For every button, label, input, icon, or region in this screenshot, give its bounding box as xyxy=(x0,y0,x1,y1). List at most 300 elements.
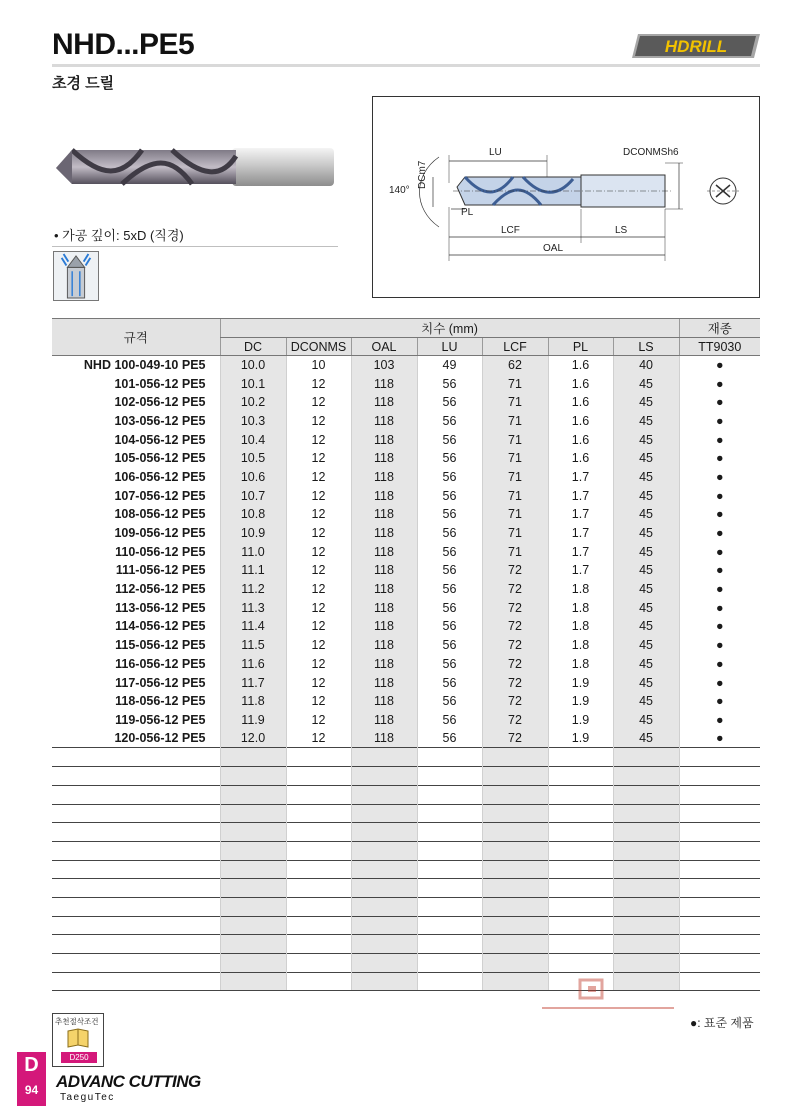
blank-row xyxy=(52,841,760,860)
empty-cell xyxy=(548,897,613,916)
cell-pl: 1.8 xyxy=(548,617,613,636)
cell-ls: 45 xyxy=(613,524,679,543)
empty-cell xyxy=(286,897,351,916)
cell-lcf: 71 xyxy=(482,412,548,431)
label-dconms: DCONMSh6 xyxy=(623,147,679,158)
cell-lu: 56 xyxy=(417,505,482,524)
table-row xyxy=(52,692,760,711)
empty-cell xyxy=(548,767,613,786)
cell-lcf: 71 xyxy=(482,524,548,543)
empty-cell xyxy=(613,804,679,823)
empty-cell xyxy=(220,860,286,879)
empty-cell xyxy=(220,916,286,935)
cell-dconms: 12 xyxy=(286,374,351,393)
cell-lu: 56 xyxy=(417,580,482,599)
cell-dconms: 12 xyxy=(286,692,351,711)
spec-code: 119-056-12 PE5 xyxy=(115,712,206,727)
empty-cell xyxy=(351,916,417,935)
label-dc: DCm7 xyxy=(417,160,428,189)
cell-lu: 56 xyxy=(417,636,482,655)
cell-pl: 1.9 xyxy=(548,711,613,730)
empty-cell xyxy=(52,823,220,842)
cell-lu: 56 xyxy=(417,729,482,748)
cell-grade: ● xyxy=(679,692,760,711)
cell-oal: 118 xyxy=(351,692,417,711)
cell-oal: 118 xyxy=(351,636,417,655)
cell-lu: 56 xyxy=(417,711,482,730)
watermark-seal xyxy=(538,978,678,1018)
cell-pl: 1.8 xyxy=(548,580,613,599)
cell-lu: 56 xyxy=(417,374,482,393)
cell-dc: 10.5 xyxy=(220,449,286,468)
table-row xyxy=(52,617,760,636)
blank-row xyxy=(52,804,760,823)
spec-code: 106-056-12 PE5 xyxy=(114,469,206,484)
page-subtitle: 초경 드릴 xyxy=(52,75,115,92)
cell-grade: ● xyxy=(679,524,760,543)
empty-cell xyxy=(679,748,760,767)
advance-cutting-logo: ADVANC CUTTING xyxy=(56,1072,201,1091)
empty-cell xyxy=(52,785,220,804)
cell-ls: 45 xyxy=(613,729,679,748)
cell-pl: 1.6 xyxy=(548,412,613,431)
empty-cell xyxy=(548,804,613,823)
table-row xyxy=(52,430,760,449)
cell-dconms: 12 xyxy=(286,542,351,561)
blank-row xyxy=(52,879,760,898)
spec-code: 110-056-12 PE5 xyxy=(115,544,206,559)
empty-cell xyxy=(351,935,417,954)
cell-dconms: 12 xyxy=(286,393,351,412)
empty-cell xyxy=(417,897,482,916)
blank-row xyxy=(52,954,760,973)
empty-cell xyxy=(417,823,482,842)
empty-cell xyxy=(220,972,286,991)
empty-cell xyxy=(482,935,548,954)
empty-cell xyxy=(417,785,482,804)
section-letter: D xyxy=(24,1054,39,1076)
cell-ls: 45 xyxy=(613,542,679,561)
empty-cell xyxy=(613,879,679,898)
table-row xyxy=(52,524,760,543)
table-row xyxy=(52,598,760,617)
spec-code: 108-056-12 PE5 xyxy=(114,507,206,522)
spec-code: 103-056-12 PE5 xyxy=(114,413,206,428)
empty-cell xyxy=(417,767,482,786)
empty-cell xyxy=(52,860,220,879)
empty-cell xyxy=(482,841,548,860)
cell-lcf: 71 xyxy=(482,393,548,412)
cell-lu: 56 xyxy=(417,561,482,580)
empty-cell xyxy=(482,767,548,786)
hdrill-logo xyxy=(632,32,760,60)
empty-cell xyxy=(417,954,482,973)
table-row xyxy=(52,356,760,375)
cell-dc: 10.4 xyxy=(220,430,286,449)
empty-cell xyxy=(679,804,760,823)
empty-cell xyxy=(52,972,220,991)
col-dc: DC xyxy=(220,338,286,356)
cell-ls: 45 xyxy=(613,711,679,730)
spec-table-body xyxy=(52,356,760,991)
cell-lu: 56 xyxy=(417,393,482,412)
empty-cell xyxy=(52,767,220,786)
empty-cell xyxy=(52,916,220,935)
blank-row xyxy=(52,748,760,767)
cell-lu: 56 xyxy=(417,598,482,617)
cell-oal: 118 xyxy=(351,617,417,636)
empty-cell xyxy=(482,916,548,935)
label-lu: LU xyxy=(489,147,502,158)
cell-pl: 1.7 xyxy=(548,524,613,543)
empty-cell xyxy=(286,935,351,954)
cell-oal: 118 xyxy=(351,542,417,561)
empty-cell xyxy=(548,954,613,973)
page-title: NHD...PE5 xyxy=(52,28,195,61)
cell-dc: 10.2 xyxy=(220,393,286,412)
cell-grade: ● xyxy=(679,356,760,375)
empty-cell xyxy=(220,767,286,786)
empty-cell xyxy=(548,916,613,935)
cell-oal: 118 xyxy=(351,393,417,412)
empty-cell xyxy=(286,748,351,767)
cell-oal: 118 xyxy=(351,711,417,730)
cell-lcf: 72 xyxy=(482,729,548,748)
empty-cell xyxy=(220,785,286,804)
cell-dc: 11.2 xyxy=(220,580,286,599)
cell-ls: 45 xyxy=(613,636,679,655)
table-row xyxy=(52,711,760,730)
cell-dconms: 12 xyxy=(286,412,351,431)
table-row xyxy=(52,374,760,393)
cell-oal: 118 xyxy=(351,430,417,449)
cell-grade: ● xyxy=(679,374,760,393)
cell-oal: 118 xyxy=(351,505,417,524)
cell-dconms: 12 xyxy=(286,449,351,468)
empty-cell xyxy=(613,954,679,973)
cell-dconms: 12 xyxy=(286,561,351,580)
col-pl: PL xyxy=(548,338,613,356)
col-ls: LS xyxy=(613,338,679,356)
empty-cell xyxy=(52,897,220,916)
empty-cell xyxy=(220,804,286,823)
drill-schematic xyxy=(373,97,761,299)
cell-ls: 45 xyxy=(613,598,679,617)
empty-cell xyxy=(52,841,220,860)
coolant-through-icon xyxy=(53,251,99,301)
table-row xyxy=(52,486,760,505)
cell-oal: 118 xyxy=(351,412,417,431)
empty-cell xyxy=(220,879,286,898)
col-grade-tt9030: TT9030 xyxy=(679,338,760,356)
cell-lcf: 72 xyxy=(482,711,548,730)
cell-pl: 1.8 xyxy=(548,636,613,655)
empty-cell xyxy=(351,841,417,860)
taegutec-logo: TaeguTec xyxy=(60,1092,115,1103)
empty-cell xyxy=(351,879,417,898)
spec-code: 114-056-12 PE5 xyxy=(115,619,206,634)
cell-dc: 11.4 xyxy=(220,617,286,636)
cell-pl: 1.7 xyxy=(548,542,613,561)
grade-header: 재종 xyxy=(679,319,760,338)
col-lu: LU xyxy=(417,338,482,356)
table-row xyxy=(52,561,760,580)
cell-lcf: 72 xyxy=(482,636,548,655)
cell-ls: 45 xyxy=(613,449,679,468)
cell-grade: ● xyxy=(679,673,760,692)
page-number: 94 xyxy=(24,1083,39,1097)
cell-oal: 118 xyxy=(351,561,417,580)
empty-cell xyxy=(679,879,760,898)
spec-code: 105-056-12 PE5 xyxy=(114,451,206,466)
empty-cell xyxy=(482,860,548,879)
empty-cell xyxy=(548,785,613,804)
empty-cell xyxy=(679,972,760,991)
cell-lcf: 72 xyxy=(482,580,548,599)
cell-lcf: 71 xyxy=(482,449,548,468)
empty-cell xyxy=(417,935,482,954)
cell-grade: ● xyxy=(679,486,760,505)
empty-cell xyxy=(548,860,613,879)
cell-dconms: 12 xyxy=(286,598,351,617)
blank-row xyxy=(52,935,760,954)
cell-dconms: 12 xyxy=(286,636,351,655)
empty-cell xyxy=(220,897,286,916)
empty-cell xyxy=(52,879,220,898)
cell-grade: ● xyxy=(679,412,760,431)
empty-cell xyxy=(613,767,679,786)
empty-cell xyxy=(351,954,417,973)
cell-ls: 45 xyxy=(613,374,679,393)
cell-lcf: 72 xyxy=(482,617,548,636)
cell-dconms: 12 xyxy=(286,468,351,487)
empty-cell xyxy=(679,935,760,954)
cell-ls: 45 xyxy=(613,412,679,431)
cell-pl: 1.6 xyxy=(548,449,613,468)
cell-lcf: 71 xyxy=(482,468,548,487)
cell-grade: ● xyxy=(679,655,760,674)
cell-ls: 45 xyxy=(613,486,679,505)
cell-pl: 1.9 xyxy=(548,729,613,748)
empty-cell xyxy=(220,748,286,767)
empty-cell xyxy=(482,897,548,916)
cell-ls: 45 xyxy=(613,692,679,711)
empty-cell xyxy=(679,860,760,879)
cell-pl: 1.7 xyxy=(548,505,613,524)
cell-dc: 11.3 xyxy=(220,598,286,617)
empty-cell xyxy=(286,823,351,842)
cell-pl: 1.6 xyxy=(548,393,613,412)
cell-dc: 10.1 xyxy=(220,374,286,393)
empty-cell xyxy=(286,954,351,973)
cell-dconms: 12 xyxy=(286,505,351,524)
label-ls: LS xyxy=(615,225,628,236)
cell-lu: 56 xyxy=(417,617,482,636)
cell-lcf: 72 xyxy=(482,598,548,617)
cell-oal: 118 xyxy=(351,468,417,487)
cell-pl: 1.6 xyxy=(548,430,613,449)
cell-grade: ● xyxy=(679,468,760,487)
cell-dc: 11.6 xyxy=(220,655,286,674)
empty-cell xyxy=(351,785,417,804)
blank-row xyxy=(52,785,760,804)
cell-dc: 10.8 xyxy=(220,505,286,524)
cell-ls: 45 xyxy=(613,617,679,636)
empty-cell xyxy=(52,804,220,823)
spec-code: NHD 100-049-10 PE5 xyxy=(83,358,206,373)
cell-dconms: 10 xyxy=(286,356,351,375)
cell-lcf: 72 xyxy=(482,561,548,580)
empty-cell xyxy=(613,785,679,804)
book-icon xyxy=(66,1027,90,1049)
cell-oal: 118 xyxy=(351,729,417,748)
cell-pl: 1.6 xyxy=(548,374,613,393)
dimension-diagram xyxy=(372,96,760,298)
cell-lu: 56 xyxy=(417,692,482,711)
empty-cell xyxy=(417,879,482,898)
cell-lu: 56 xyxy=(417,412,482,431)
empty-cell xyxy=(482,748,548,767)
cell-dc: 10.7 xyxy=(220,486,286,505)
empty-cell xyxy=(679,954,760,973)
empty-cell xyxy=(482,785,548,804)
cell-lu: 56 xyxy=(417,673,482,692)
cell-dc: 11.0 xyxy=(220,542,286,561)
spec-code: 120-056-12 PE5 xyxy=(114,731,206,746)
spec-header: 규격 xyxy=(52,319,220,356)
empty-cell xyxy=(548,879,613,898)
empty-cell xyxy=(286,804,351,823)
label-pl: PL xyxy=(461,207,474,218)
table-row xyxy=(52,729,760,748)
empty-cell xyxy=(417,748,482,767)
empty-cell xyxy=(417,916,482,935)
empty-cell xyxy=(548,823,613,842)
cell-lcf: 71 xyxy=(482,505,548,524)
empty-cell xyxy=(417,804,482,823)
table-row xyxy=(52,449,760,468)
empty-cell xyxy=(351,748,417,767)
spec-code: 107-056-12 PE5 xyxy=(114,488,206,503)
cell-dconms: 12 xyxy=(286,524,351,543)
cell-ls: 45 xyxy=(613,393,679,412)
cell-dc: 11.8 xyxy=(220,692,286,711)
empty-cell xyxy=(417,860,482,879)
cell-dconms: 12 xyxy=(286,711,351,730)
empty-cell xyxy=(286,972,351,991)
cell-oal: 118 xyxy=(351,673,417,692)
spec-code: 117-056-12 PE5 xyxy=(115,675,206,690)
spec-code: 109-056-12 PE5 xyxy=(114,526,206,541)
empty-cell xyxy=(679,767,760,786)
empty-cell xyxy=(482,823,548,842)
cell-oal: 118 xyxy=(351,580,417,599)
cell-dconms: 12 xyxy=(286,486,351,505)
empty-cell xyxy=(220,823,286,842)
empty-cell xyxy=(679,841,760,860)
cell-pl: 1.9 xyxy=(548,673,613,692)
cell-oal: 118 xyxy=(351,374,417,393)
cell-dc: 11.1 xyxy=(220,561,286,580)
blank-row xyxy=(52,916,760,935)
cell-grade: ● xyxy=(679,505,760,524)
cell-lu: 56 xyxy=(417,655,482,674)
empty-cell xyxy=(220,954,286,973)
empty-cell xyxy=(351,823,417,842)
empty-cell xyxy=(613,748,679,767)
empty-cell xyxy=(548,748,613,767)
dimensions-header: 치수 (mm) xyxy=(220,319,679,338)
spec-table xyxy=(52,318,760,991)
empty-cell xyxy=(286,860,351,879)
blank-row xyxy=(52,823,760,842)
empty-cell xyxy=(351,804,417,823)
empty-cell xyxy=(679,897,760,916)
cell-pl: 1.7 xyxy=(548,486,613,505)
cell-ls: 45 xyxy=(613,468,679,487)
spec-code: 101-056-12 PE5 xyxy=(114,376,206,391)
cell-pl: 1.7 xyxy=(548,468,613,487)
divider xyxy=(52,246,338,247)
spec-code: 102-056-12 PE5 xyxy=(114,395,206,410)
title-divider xyxy=(52,64,760,67)
cell-lcf: 72 xyxy=(482,655,548,674)
empty-cell xyxy=(613,916,679,935)
col-lcf: LCF xyxy=(482,338,548,356)
hdrill-logo-text: HDRILL xyxy=(664,37,728,56)
cell-grade: ● xyxy=(679,636,760,655)
empty-cell xyxy=(417,972,482,991)
table-row xyxy=(52,580,760,599)
cell-pl: 1.7 xyxy=(548,561,613,580)
cutting-conditions-ref[interactable] xyxy=(52,1013,104,1067)
cell-grade: ● xyxy=(679,598,760,617)
cell-dc: 10.6 xyxy=(220,468,286,487)
legend-standard-product: ●: 표준 제품 xyxy=(690,1016,754,1030)
cell-dc: 11.7 xyxy=(220,673,286,692)
table-row xyxy=(52,505,760,524)
cell-dconms: 12 xyxy=(286,580,351,599)
empty-cell xyxy=(482,954,548,973)
empty-cell xyxy=(548,935,613,954)
cell-dc: 11.9 xyxy=(220,711,286,730)
empty-cell xyxy=(286,916,351,935)
cell-ls: 45 xyxy=(613,655,679,674)
cell-oal: 118 xyxy=(351,524,417,543)
empty-cell xyxy=(351,897,417,916)
empty-cell xyxy=(613,935,679,954)
empty-cell xyxy=(482,879,548,898)
cell-dconms: 12 xyxy=(286,617,351,636)
table-row xyxy=(52,673,760,692)
empty-cell xyxy=(286,841,351,860)
cell-grade: ● xyxy=(679,430,760,449)
machining-depth-note: • 가공 깊이: 5xD (직경) xyxy=(54,228,184,243)
cutting-conditions-label: 추천절삭조건 xyxy=(55,1017,99,1026)
cell-lu: 56 xyxy=(417,468,482,487)
empty-cell xyxy=(52,748,220,767)
cell-grade: ● xyxy=(679,542,760,561)
cell-grade: ● xyxy=(679,561,760,580)
cell-lcf: 72 xyxy=(482,673,548,692)
cell-dconms: 12 xyxy=(286,655,351,674)
cell-dc: 11.5 xyxy=(220,636,286,655)
empty-cell xyxy=(613,860,679,879)
cell-lu: 49 xyxy=(417,356,482,375)
empty-cell xyxy=(351,767,417,786)
cell-ls: 45 xyxy=(613,430,679,449)
table-row xyxy=(52,468,760,487)
